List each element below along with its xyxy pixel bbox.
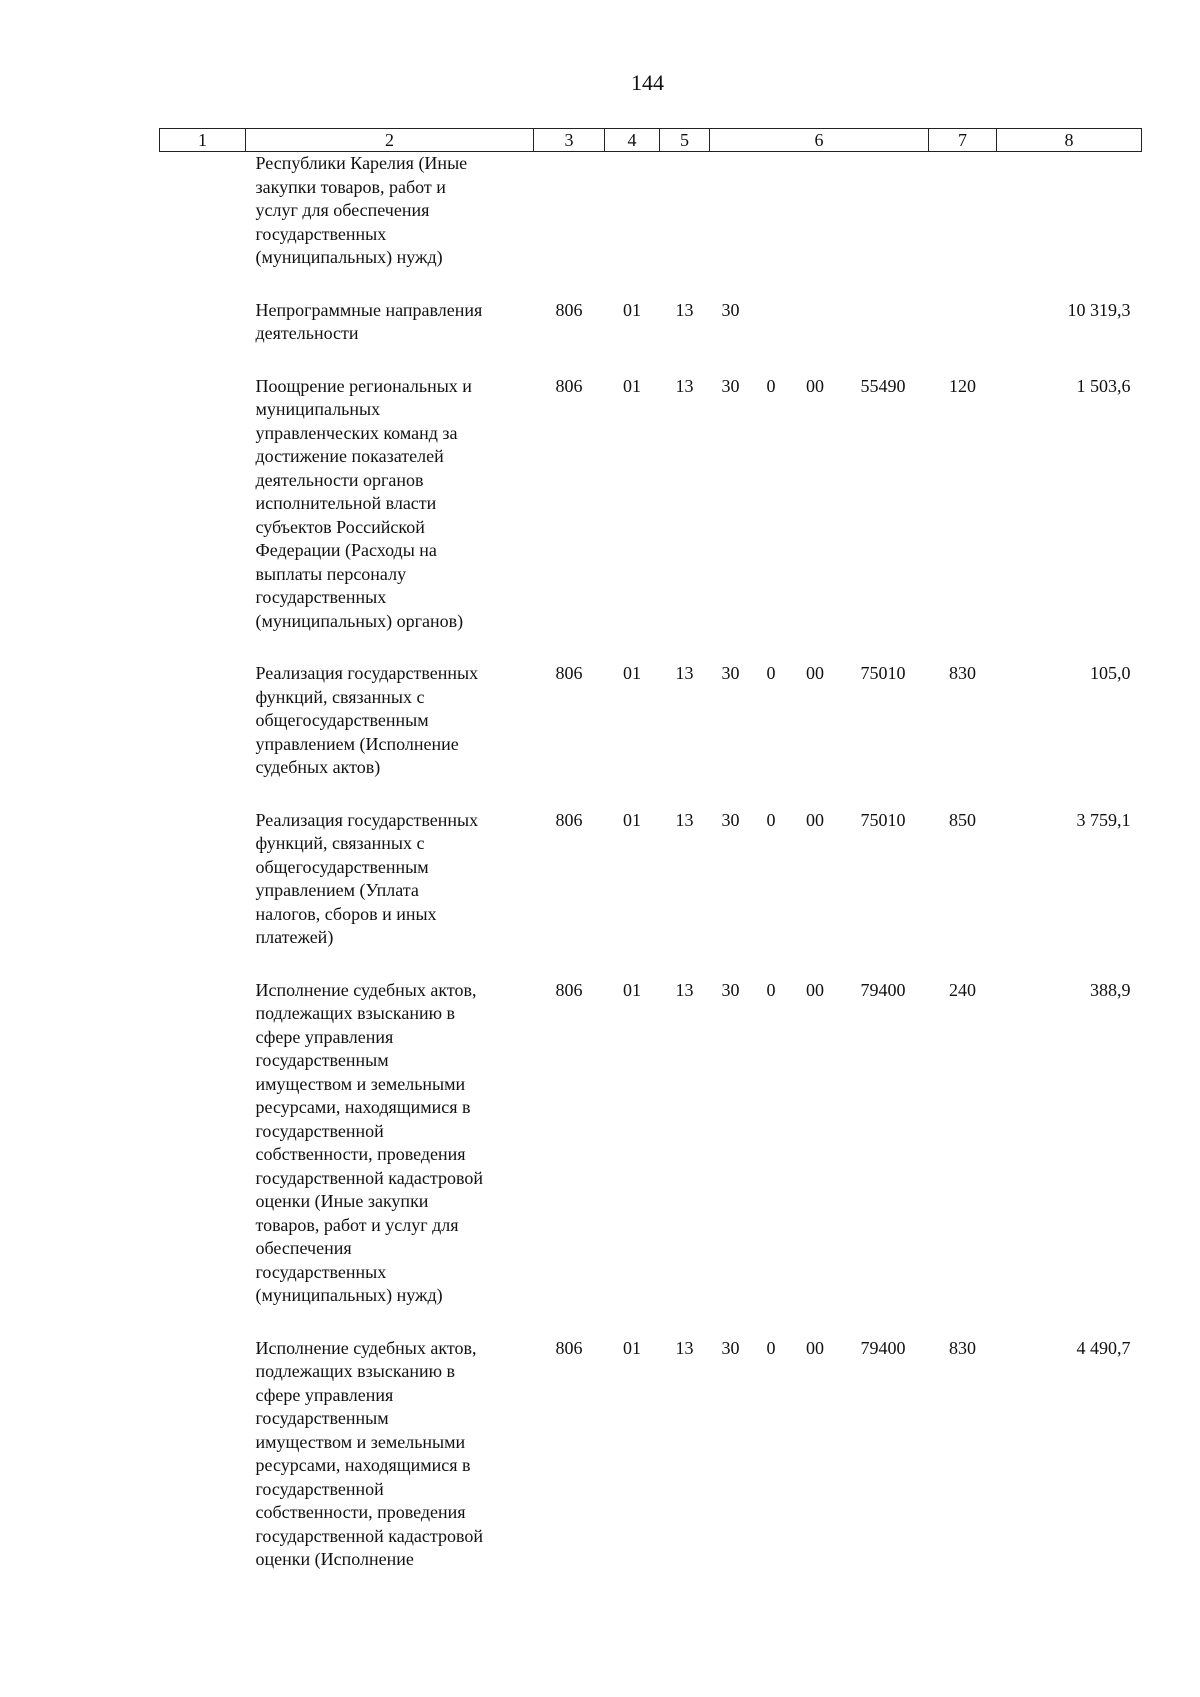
row-expense-type-code	[929, 152, 997, 299]
row-name	[246, 979, 534, 1337]
row-expense-type-code: 830	[949, 663, 976, 683]
header-col-5: 5	[660, 129, 710, 152]
row-section-code: 806	[555, 663, 583, 683]
row-subsection-code: 13	[675, 1337, 694, 1358]
row-subsection-code: 13	[675, 299, 694, 320]
row-name-line: услуг для обеспечения	[255, 200, 430, 220]
row-section-code: 806	[555, 299, 583, 320]
row-name-line: Исполнение судебных актов,	[255, 979, 477, 1000]
row-event-code: 00	[806, 663, 824, 683]
row-subsection-code: 13	[675, 809, 694, 830]
row-section-code	[534, 152, 605, 299]
row-name-line: государственным	[255, 1408, 389, 1428]
row-name-line: государственных	[255, 1261, 387, 1282]
table-row	[160, 662, 1142, 809]
header-col-3: 3	[534, 129, 605, 152]
row-name-line: собственности, проведения	[255, 1502, 466, 1522]
row-name-line: функций, связанных с	[255, 833, 425, 853]
row-amount: 105,0	[1090, 663, 1131, 683]
row-name-line: субъектов Российской	[255, 516, 425, 537]
row-expense-type-code: 120	[949, 375, 976, 396]
row-name-line: Исполнение судебных актов,	[255, 1337, 477, 1358]
row-name-line: государственной	[255, 1478, 384, 1499]
row-name-line: оценки (Иные закупки	[255, 1191, 429, 1211]
row-event-code: 00	[806, 979, 824, 1000]
row-name-line: (муниципальных) нужд)	[255, 1285, 443, 1305]
row-name-line: управлением (Уплата	[255, 880, 419, 900]
row-name-line: деятельности органов	[255, 469, 424, 490]
row-subsection-code: 13	[675, 979, 694, 1000]
row-program-code: 30	[721, 299, 740, 320]
row-col-1	[160, 1337, 246, 1601]
row-name-line: государственных	[255, 587, 387, 607]
row-event-code: 00	[806, 375, 824, 396]
row-section-code: 806	[555, 1337, 583, 1358]
row-name-line: закупки товаров, работ и	[255, 176, 446, 197]
row-section-code: 806	[555, 375, 583, 396]
row-program-code: 30	[721, 809, 740, 830]
row-chapter-code: 01	[623, 375, 641, 396]
row-amount: 10 319,3	[1067, 299, 1131, 320]
row-name-line: товаров, работ и услуг для	[255, 1214, 459, 1235]
row-col-1	[160, 152, 246, 299]
row-section-code: 806	[555, 979, 583, 1000]
row-name-line: управлением (Исполнение	[255, 733, 459, 754]
row-direction-code: 79400	[860, 1337, 906, 1358]
row-name-line: государственных	[255, 223, 387, 244]
row-name-line: государственной кадастровой	[255, 1525, 483, 1546]
header-col-8: 8	[997, 129, 1142, 152]
row-chapter-code: 01	[623, 979, 641, 1000]
row-name-line: судебных актов)	[255, 757, 381, 777]
row-name	[246, 662, 534, 809]
page-number: 144	[631, 70, 664, 95]
header-col-4: 4	[605, 129, 660, 152]
row-event-code: 00	[806, 1337, 824, 1358]
row-subprogram-code	[750, 299, 793, 375]
row-program-code: 30	[721, 663, 740, 683]
row-col-1	[160, 809, 246, 979]
row-subprogram-code	[750, 152, 793, 299]
row-col-1	[160, 662, 246, 809]
row-name-line: собственности, проведения	[255, 1144, 466, 1164]
row-name-line: платежей)	[255, 927, 334, 947]
row-direction-code	[838, 152, 929, 299]
row-name	[246, 152, 534, 299]
row-name-line: исполнительной власти	[255, 493, 437, 513]
header-col-6: 6	[710, 129, 929, 152]
row-name-line: сфере управления	[255, 1026, 394, 1047]
table-row	[160, 299, 1142, 375]
row-direction-code: 55490	[860, 375, 906, 396]
row-amount: 388,9	[1090, 979, 1131, 1000]
row-direction-code: 79400	[860, 979, 906, 1000]
row-chapter-code	[605, 152, 660, 299]
row-amount: 3 759,1	[1076, 809, 1131, 830]
row-name-line: (муниципальных) органов)	[255, 610, 464, 631]
row-chapter-code: 01	[623, 299, 641, 320]
header-col-1: 1	[160, 129, 246, 152]
row-name-line: деятельности	[255, 323, 359, 343]
row-name-line: Республики Карелия (Иные	[255, 153, 468, 173]
row-name-line: обеспечения	[255, 1238, 352, 1258]
row-name-line: общегосударственным	[255, 856, 429, 877]
row-name-line: государственной кадастровой	[255, 1167, 483, 1188]
row-name-line: имуществом и земельными	[255, 1073, 466, 1094]
row-name-line: Федерации (Расходы на	[255, 540, 437, 560]
row-expense-type-code: 240	[949, 979, 976, 1000]
row-col-1	[160, 299, 246, 375]
budget-table	[159, 128, 1142, 1601]
row-name-line: подлежащих взысканию в	[255, 1361, 456, 1381]
row-name	[246, 375, 534, 663]
row-subprogram-code: 0	[766, 663, 776, 683]
row-name-line: достижение показателей	[255, 446, 444, 466]
row-col-1	[160, 979, 246, 1337]
table-header-row	[160, 129, 1142, 152]
header-col-7: 7	[929, 129, 997, 152]
table-row	[160, 1337, 1142, 1601]
row-direction-code: 75010	[860, 809, 906, 830]
row-name-line: оценки (Исполнение	[255, 1549, 414, 1569]
row-event-code	[793, 299, 838, 375]
row-amount	[997, 152, 1142, 299]
row-program-code: 30	[721, 375, 740, 396]
row-name-line: имуществом и земельными	[255, 1431, 466, 1452]
row-section-code: 806	[555, 809, 583, 830]
row-subsection-code	[660, 152, 710, 299]
row-col-1	[160, 375, 246, 663]
row-subprogram-code: 0	[766, 809, 776, 830]
row-direction-code	[838, 299, 929, 375]
row-event-code	[793, 152, 838, 299]
row-name	[246, 1337, 534, 1601]
row-program-code: 30	[721, 1337, 740, 1358]
row-name-line: подлежащих взысканию в	[255, 1003, 456, 1023]
row-name-line: управленческих команд за	[255, 422, 458, 443]
row-subprogram-code: 0	[766, 375, 776, 396]
row-amount: 1 503,6	[1076, 375, 1131, 396]
row-name-line: ресурсами, находящимися в	[255, 1455, 471, 1475]
row-expense-type-code: 850	[949, 809, 976, 830]
row-subsection-code: 13	[675, 663, 694, 683]
row-subprogram-code: 0	[766, 1337, 776, 1358]
header-col-2: 2	[246, 129, 534, 152]
row-expense-type-code	[929, 299, 997, 375]
row-chapter-code: 01	[623, 1337, 641, 1358]
table-row	[160, 979, 1142, 1337]
table-row	[160, 809, 1142, 979]
row-direction-code: 75010	[860, 663, 906, 683]
row-name-line: Реализация государственных	[255, 809, 479, 830]
row-chapter-code: 01	[623, 663, 641, 683]
row-name-line: выплаты персоналу	[255, 563, 407, 584]
row-name-line: общегосударственным	[255, 710, 429, 730]
row-name-line: (муниципальных) нужд)	[255, 247, 443, 267]
row-name	[246, 299, 534, 375]
row-name-line: муниципальных	[255, 399, 381, 419]
row-name-line: Реализация государственных	[255, 663, 479, 683]
row-subprogram-code: 0	[766, 979, 776, 1000]
row-name-line: Поощрение региональных и	[255, 375, 472, 396]
table-body	[160, 152, 1142, 1601]
row-name-line: налогов, сборов и иных	[255, 903, 437, 924]
row-name	[246, 809, 534, 979]
row-subsection-code: 13	[675, 375, 694, 396]
row-amount: 4 490,7	[1076, 1337, 1131, 1358]
row-program-code	[710, 152, 750, 299]
row-expense-type-code: 830	[949, 1337, 976, 1358]
row-event-code: 00	[806, 809, 824, 830]
row-name-line: государственной	[255, 1120, 384, 1141]
row-program-code: 30	[721, 979, 740, 1000]
table-row	[160, 375, 1142, 663]
row-name-line: функций, связанных с	[255, 686, 425, 707]
row-name-line: государственным	[255, 1050, 389, 1070]
row-name-line: Непрограммные направления	[255, 299, 483, 320]
row-chapter-code: 01	[623, 809, 641, 830]
table-row	[160, 152, 1142, 299]
row-name-line: сфере управления	[255, 1384, 394, 1405]
row-name-line: ресурсами, находящимися в	[255, 1097, 471, 1117]
